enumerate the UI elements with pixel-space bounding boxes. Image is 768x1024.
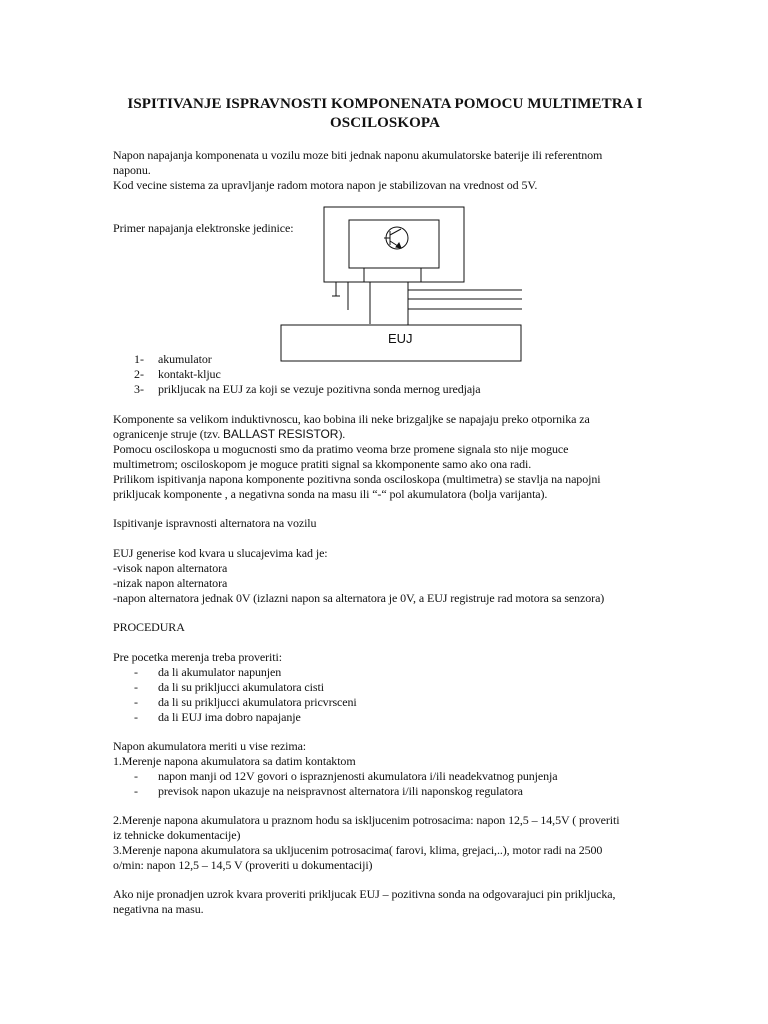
paragraph-fragment: ). (338, 427, 346, 441)
document-title-line-1: ISPITIVANJE ISPRAVNOSTI KOMPONENATA POMOCU MULTIMETRA I (127, 96, 643, 112)
pre-check-item: da li su prikljucci akumulatora pricvrsceni (158, 695, 357, 709)
bullet-dash: - (134, 784, 138, 798)
paragraph-line: multimetrom; osciloskopom je moguce pratiti signal sa kkomponente samo ako ona radi. (113, 457, 532, 471)
document-title-line-2: OSCILOSKOPA (329, 115, 440, 131)
euj-codes-intro: EUJ generise kod kvara u slucajevima kad je: (113, 546, 328, 560)
mode-1-item: previsok napon ukazuje na neispravnost alternatora i/ili naponskog regulatora (158, 784, 523, 798)
mode-2-line: 2.Merenje napona akumulatora u praznom hodu sa iskljucenim potrosacima: napon 12,5 – 14,5V ( proveriti (113, 813, 620, 827)
euj-label: EUJ (388, 331, 413, 346)
mode-2-line: iz tehnicke dokumentacije) (113, 828, 241, 842)
pre-check-item: da li akumulator napunjen (158, 665, 282, 679)
component-num: 2- (134, 367, 144, 381)
section-heading-alternator: Ispitivanje ispravnosti alternatora na vozilu (113, 516, 317, 530)
pre-check-item: da li EUJ ima dobro napajanje (158, 710, 301, 724)
modes-intro: Napon akumulatora meriti u vise rezima: (113, 739, 307, 753)
component-text: kontakt-kljuc (158, 367, 221, 381)
pre-check-intro: Pre pocetka merenja treba proveriti: (113, 650, 282, 664)
pre-check-item: da li su prikljucci akumulatora cisti (158, 680, 324, 694)
paragraph-fragment: ogranicenje struje (tzv. (113, 427, 224, 441)
paragraph-line: Prilikom ispitivanja napona komponente pozitivna sonda osciloskopa (multimetra) se stavlja na napojni (113, 472, 601, 486)
component-text: akumulator (158, 352, 212, 366)
closing-line: Ako nije pronadjen uzrok kvara proveriti prikljucak EUJ – pozitivna sonda na odgovarajuci pin prikljucka, (113, 887, 616, 901)
intro-line: Napon napajanja komponenata u vozilu moze biti jednak naponu akumulatorske baterije ili referentnom (113, 148, 603, 162)
procedura-heading: PROCEDURA (113, 620, 185, 634)
closing-line: negativna na masu. (113, 902, 204, 916)
paragraph-line: prikljucak komponente , a negativna sonda na masu ili “-“ pol akumulatora (bolja varijanta). (113, 487, 548, 501)
component-num: 3- (134, 382, 144, 396)
mode-1: 1.Merenje napona akumulatora sa datim kontaktom (113, 754, 356, 768)
mode-1-item: napon manji od 12V govori o ispraznjenosti akumulatora i/ili neadekvatnog punjenja (158, 769, 558, 783)
component-text: prikljucak na EUJ za koji se vezuje pozitivna sonda mernog uredjaja (158, 382, 481, 396)
intro-line: naponu. (113, 163, 151, 177)
bullet-dash: - (134, 695, 138, 709)
component-num: 1- (134, 352, 144, 366)
paragraph-line: Pomocu osciloskopa u mogucnosti smo da pratimo veoma brze promene signala sto nije moguce (113, 442, 569, 456)
bullet-dash: - (134, 769, 138, 783)
example-label: Primer napajanja elektronske jedinice: (113, 221, 294, 235)
paragraph-line (113, 427, 345, 442)
transistor-icon (384, 227, 408, 249)
mode-3-line: o/min: napon 12,5 – 14,5 V (proveriti u dokumentaciji) (113, 858, 373, 872)
ballast-resistor-term: BALLAST RESISTOR (223, 427, 339, 441)
intro-line: Kod vecine sistema za upravljanje radom motora napon je stabilizovan na vrednost od 5V. (113, 178, 538, 192)
euj-code-item: -nizak napon alternatora (113, 576, 228, 590)
paragraph-line: Komponente sa velikom induktivnoscu, kao bobina ili neke brizgaljke se napajaju preko otpornika za (113, 412, 590, 426)
power-supply-diagram (280, 206, 525, 366)
bullet-dash: - (134, 680, 138, 694)
outer-unit-box (324, 207, 464, 282)
euj-code-item: -visok napon alternatora (113, 561, 228, 575)
euj-code-item: -napon alternatora jednak 0V (izlazni napon sa alternatora je 0V, a EUJ registruje rad motora sa senzora) (113, 591, 605, 605)
mode-3-line: 3.Merenje napona akumulatora sa ukljucenim potrosacima( farovi, klima, grejaci,..), motor radi na 2500 (113, 843, 603, 857)
bullet-dash: - (134, 710, 138, 724)
bullet-dash: - (134, 665, 138, 679)
